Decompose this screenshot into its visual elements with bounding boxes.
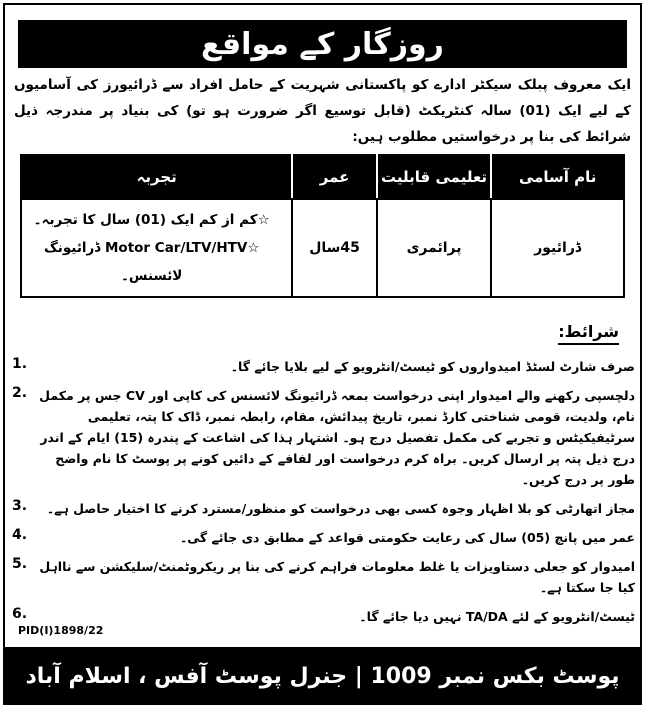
list-item (12, 356, 635, 377)
condition-number: 1. (12, 356, 28, 372)
cell-experience (21, 199, 292, 297)
publication-id: PID(I)1898/22 (18, 624, 104, 637)
header-experience: تجربہ (21, 155, 292, 199)
list-item (12, 385, 635, 490)
condition-number: 6. (12, 606, 28, 622)
cell-age: 45سال (292, 199, 376, 297)
header-qualification: تعلیمی قابلیت (377, 155, 492, 199)
header-age: عمر (292, 155, 376, 199)
condition-number: 2. (12, 385, 28, 401)
header-post: نام آسامی (491, 155, 624, 199)
cell-post: ڈرائیور (491, 199, 624, 297)
list-item (12, 498, 635, 519)
experience-line-2: ☆Motor Car/LTV/HTV ڈرائیونگ لائسنس۔ (43, 240, 260, 284)
table-header-row (21, 155, 624, 199)
condition-number: 3. (12, 498, 28, 514)
jobs-table (20, 154, 625, 298)
intro-paragraph: ایک معروف پبلک سیکٹر ادارے کو پاکستانی شہریت کے حامل افراد سے ڈرائیورز کی آسامیوں کے لیے ایک (01) سالہ کنٹریکٹ (قابل توسیع اگر ضرورت ہو تو) کی بنیاد پر مندرجہ ذیل شرائط کی بنا پر درخواستیں مطلوب ہیں: (14, 77, 631, 145)
list-item (12, 527, 635, 548)
title-banner (18, 20, 627, 68)
conditions-title: شرائط: (558, 322, 619, 345)
list-item (12, 606, 635, 627)
experience-line-1: ☆کم از کم ایک (01) سال کا تجربہ۔ (33, 212, 270, 228)
condition-text: دلچسپی رکھنے والے امیدوار اپنی درخواست بمعہ ڈرائیونگ لائسنس کی کاپی اور CV جس پر مکمل نام، ولدیت، قومی شناختی کارڈ نمبر، تاریخ پیدائش، مقام، رابطہ نمبر، ڈاک کا پتہ، تعلیمی سرٹیفیکیٹس و تجربے کی مکمل تفصیل درج ہو۔ اشتہار ہذا کی اشاعت کے پندرہ (15) ایام کے اندر درج ذیل پتہ پر ارسال کریں۔ براہ کرم درخواست اور لفافے کے دائیں کونے پر پوسٹ کا نام واضح طور پر درج کریں۔ (39, 388, 635, 487)
cell-qualification: پرائمری (377, 199, 492, 297)
condition-number: 4. (12, 527, 28, 543)
table-row (21, 199, 624, 297)
conditions-list (12, 356, 635, 635)
condition-text: مجاز اتھارٹی کو بلا اظہار وجوہ کسی بھی درخواست کو منظور/مسترد کرنے کا اختیار حاصل ہے۔ (46, 501, 635, 516)
list-item (12, 556, 635, 598)
condition-text: صرف شارٹ لسٹڈ امیدواروں کو ٹیسٹ/انٹرویو کے لیے بلایا جائے گا۔ (230, 359, 635, 374)
condition-text: ٹیسٹ/انٹرویو کے لئے TA/DA نہیں دیا جائے گا۔ (359, 609, 635, 624)
footer-banner (3, 647, 642, 705)
footer-address: پوسٹ بکس نمبر 1009 | جنرل پوسٹ آفس ، اسلام آباد (25, 663, 620, 689)
condition-text: امیدوار کو جعلی دستاویزات یا غلط معلومات فراہم کرنے کی بنا پر ریکروٹمنٹ/سلیکشن سے نااہل کیا جا سکتا ہے۔ (39, 559, 635, 595)
condition-number: 5. (12, 556, 28, 572)
condition-text: عمر میں پانچ (05) سال کی رعایت حکومتی قواعد کے مطابق دی جائے گی۔ (179, 530, 635, 545)
page-title: روزگار کے مواقع (201, 26, 444, 62)
